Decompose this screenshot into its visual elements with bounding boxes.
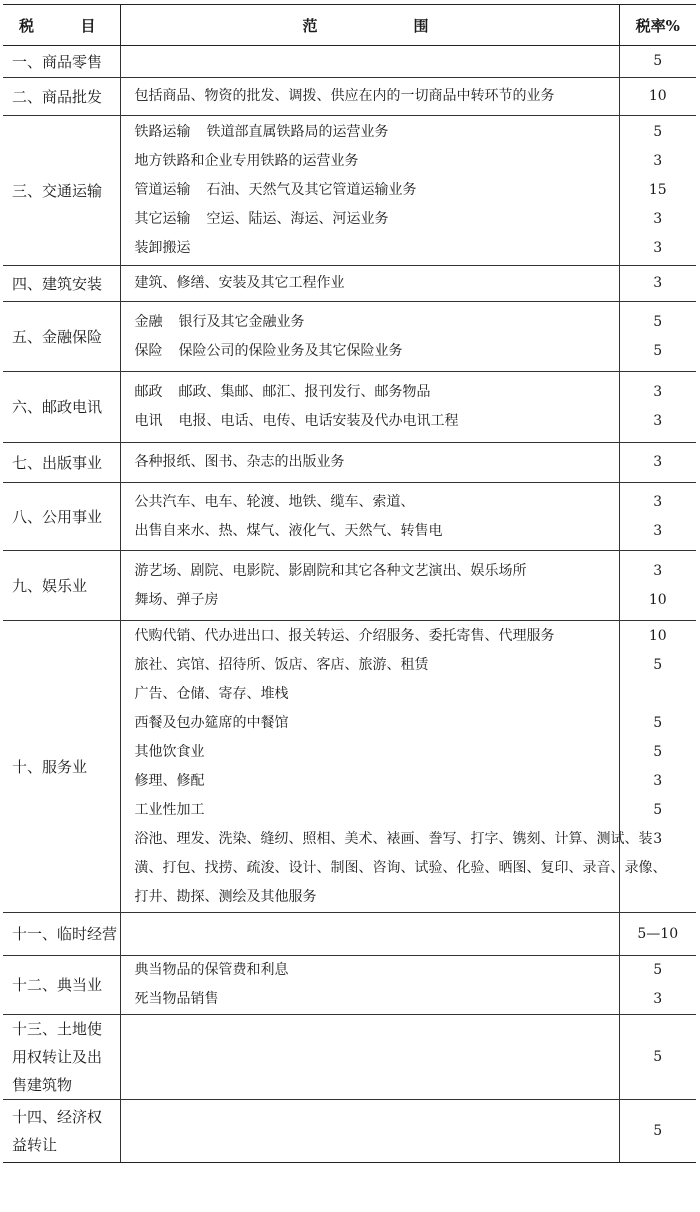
rate-value: 3	[653, 153, 663, 169]
tax-item-name: 十、服务业	[3, 621, 120, 913]
scope-subcategory: 其它运输	[134, 211, 191, 227]
header-tax-item-char-1: 税	[19, 16, 35, 35]
scope-text: 铁道部直属铁路局的运营业务	[206, 124, 389, 140]
table-row	[3, 483, 696, 551]
tax-item-rate	[619, 956, 696, 1015]
rate-value: 3	[653, 522, 663, 539]
scope-subcategory: 金融	[134, 313, 163, 330]
rate-value: 3	[653, 830, 663, 847]
tax-item-rate	[619, 266, 696, 302]
scope-line	[135, 118, 619, 147]
tax-item-rate	[619, 372, 696, 443]
scope-line: 舞场、弹子房	[134, 591, 219, 608]
tax-item-scope	[120, 116, 619, 266]
tax-item-name: 七、出版事业	[3, 443, 120, 483]
rate-value: 5	[653, 1122, 663, 1139]
tax-item-rate	[619, 78, 696, 116]
header-rate: 税率%	[619, 5, 696, 46]
scope-text: 空运、陆运、海运、河运业务	[206, 211, 389, 227]
scope-subcategory: 邮政	[134, 384, 163, 400]
tax-item-name: 四、建筑安装	[3, 266, 120, 302]
scope-line: 出售自来水、热、煤气、液化气、天然气、转售电	[134, 522, 443, 539]
tax-item-name: 六、邮政电讯	[3, 372, 120, 443]
table-row	[3, 46, 696, 78]
scope-text: 石油、天然气及其它管道运输业务	[206, 182, 417, 198]
scope-line: 代购代销、代办进出口、报关转运、介绍服务、委托寄售、代理服务	[134, 627, 555, 644]
rate-value: 3	[653, 991, 663, 1007]
tax-item-name: 九、娱乐业	[3, 551, 120, 621]
rate-value: 10	[648, 627, 667, 644]
scope-line: 浴池、理发、洗染、缝纫、照相、美术、裱画、誊写、打字、镌刻、计算、测试、装	[134, 830, 653, 847]
table-row	[3, 116, 696, 266]
tax-item-scope	[120, 302, 619, 372]
tax-item-name: 八、公用事业	[3, 483, 120, 551]
tax-item-scope	[120, 551, 619, 621]
scope-line	[135, 234, 619, 263]
rate-value: 10	[648, 591, 667, 608]
table-row	[3, 551, 696, 621]
scope-line: 公共汽车、电车、轮渡、地铁、缆车、索道、	[134, 493, 415, 510]
tax-item-rate	[619, 1100, 696, 1163]
header-row	[3, 5, 696, 46]
tax-item-name: 三、交通运输	[3, 116, 120, 266]
tax-item-scope	[120, 443, 619, 483]
scope-text: 地方铁路和企业专用铁路的运营业务	[134, 153, 359, 169]
header-scope	[120, 5, 619, 46]
tax-item-scope	[120, 913, 619, 956]
tax-item-scope	[120, 1015, 619, 1100]
rate-value: 3	[653, 413, 663, 429]
rate-value: 15	[648, 182, 667, 198]
tax-item-name: 十二、典当业	[3, 956, 120, 1015]
tax-item-name: 一、商品零售	[3, 46, 120, 78]
table-row	[3, 1100, 696, 1163]
scope-line: 各种报纸、图书、杂志的出版业务	[134, 454, 345, 470]
tax-item-rate	[619, 302, 696, 372]
scope-text: 邮政、集邮、邮汇、报刊发行、邮务物品	[178, 384, 431, 400]
rate-value: 5	[653, 313, 663, 330]
tax-item-rate	[619, 46, 696, 78]
scope-line: 包括商品、物资的批发、调拨、供应在内的一切商品中转环节的业务	[134, 88, 555, 104]
scope-text: 电报、电话、电传、电话安装及代办电讯工程	[178, 413, 459, 429]
tax-item-rate	[619, 116, 696, 266]
header-scope-char-1: 范	[302, 16, 318, 35]
tax-item-rate	[619, 913, 696, 956]
scope-line	[135, 147, 619, 176]
tax-item-rate	[619, 483, 696, 551]
table-row	[3, 956, 696, 1015]
rate-value: 3	[653, 772, 663, 789]
table-row	[3, 266, 696, 302]
tax-item-scope	[120, 372, 619, 443]
scope-line: 旅社、宾馆、招待所、饭店、客店、旅游、租赁	[134, 656, 429, 673]
scope-text: 银行及其它金融业务	[178, 313, 305, 330]
scope-subcategory: 保险	[134, 342, 163, 359]
tax-item-name: 十一、临时经营	[3, 913, 120, 956]
scope-line: 游艺场、剧院、电影院、影剧院和其它各种文艺演出、娱乐场所	[134, 562, 527, 579]
tax-item-scope	[120, 956, 619, 1015]
scope-line	[135, 407, 619, 436]
tax-item-name: 十四、经济权益转让	[3, 1100, 120, 1163]
rate-value	[620, 680, 697, 709]
scope-line: 工业性加工	[134, 801, 205, 818]
table-row	[3, 913, 696, 956]
table-row	[3, 302, 696, 372]
rate-value: 5	[653, 656, 663, 673]
rate-value: 5	[653, 962, 663, 978]
tax-item-scope	[120, 1100, 619, 1163]
rate-value: 5	[653, 1048, 663, 1065]
rate-value: 3	[653, 211, 663, 227]
scope-line: 修理、修配	[134, 772, 205, 789]
rate-value: 3	[653, 454, 663, 470]
scope-line: 典当物品的保管费和利息	[134, 962, 289, 978]
rate-value: 5	[653, 342, 663, 359]
rate-value: 3	[653, 384, 663, 400]
scope-line	[135, 337, 619, 366]
rate-value: 5	[653, 743, 663, 760]
rate-value: 5	[653, 53, 663, 69]
tax-item-name: 十三、土地使用权转让及出售建筑物	[3, 1015, 120, 1100]
tax-item-rate	[619, 551, 696, 621]
tax-item-scope	[120, 78, 619, 116]
table-row	[3, 1015, 696, 1100]
rate-value	[620, 883, 697, 912]
table-row	[3, 443, 696, 483]
scope-subcategory: 电讯	[134, 413, 163, 429]
tax-item-scope	[120, 266, 619, 302]
rate-value: 3	[653, 493, 663, 510]
rate-value: 10	[648, 88, 667, 104]
header-scope-char-2: 围	[413, 16, 429, 35]
header-tax-item	[3, 5, 120, 46]
rate-value: 5	[653, 714, 663, 731]
tax-item-rate	[619, 1015, 696, 1100]
scope-line: 建筑、修缮、安装及其它工程作业	[134, 275, 345, 291]
rate-value: 3	[653, 240, 663, 256]
scope-line	[135, 308, 619, 337]
rate-value: 5—10	[637, 925, 679, 942]
table-row	[3, 78, 696, 116]
table-body	[3, 46, 696, 1163]
tax-item-name: 二、商品批发	[3, 78, 120, 116]
rate-value: 3	[653, 275, 663, 291]
scope-line: 西餐及包办筵席的中餐馆	[134, 714, 289, 731]
rate-value: 3	[653, 562, 663, 579]
scope-line	[135, 205, 619, 234]
scope-line	[135, 378, 619, 407]
scope-line: 潢、打包、找捞、疏浚、设计、制图、咨询、试验、化验、晒图、复印、录音、录像、	[134, 859, 667, 876]
tax-rate-table	[3, 4, 696, 1163]
tax-item-scope	[120, 46, 619, 78]
scope-subcategory: 管道运输	[134, 182, 191, 198]
scope-line	[135, 176, 619, 205]
table-row	[3, 621, 696, 913]
tax-item-scope	[120, 483, 619, 551]
scope-line: 其他饮食业	[134, 743, 205, 760]
table-row	[3, 372, 696, 443]
rate-value: 5	[653, 124, 663, 140]
header-tax-item-char-2: 目	[80, 16, 96, 35]
tax-item-name: 五、金融保险	[3, 302, 120, 372]
scope-subcategory: 铁路运输	[134, 124, 191, 140]
scope-line: 广告、仓储、寄存、堆栈	[134, 685, 289, 702]
rate-value: 5	[653, 801, 663, 818]
tax-item-rate	[619, 443, 696, 483]
scope-line: 死当物品销售	[134, 991, 219, 1007]
scope-line: 打井、勘探、测绘及其他服务	[134, 888, 317, 905]
scope-text: 装卸搬运	[134, 240, 191, 256]
scope-text: 保险公司的保险业务及其它保险业务	[178, 342, 403, 359]
